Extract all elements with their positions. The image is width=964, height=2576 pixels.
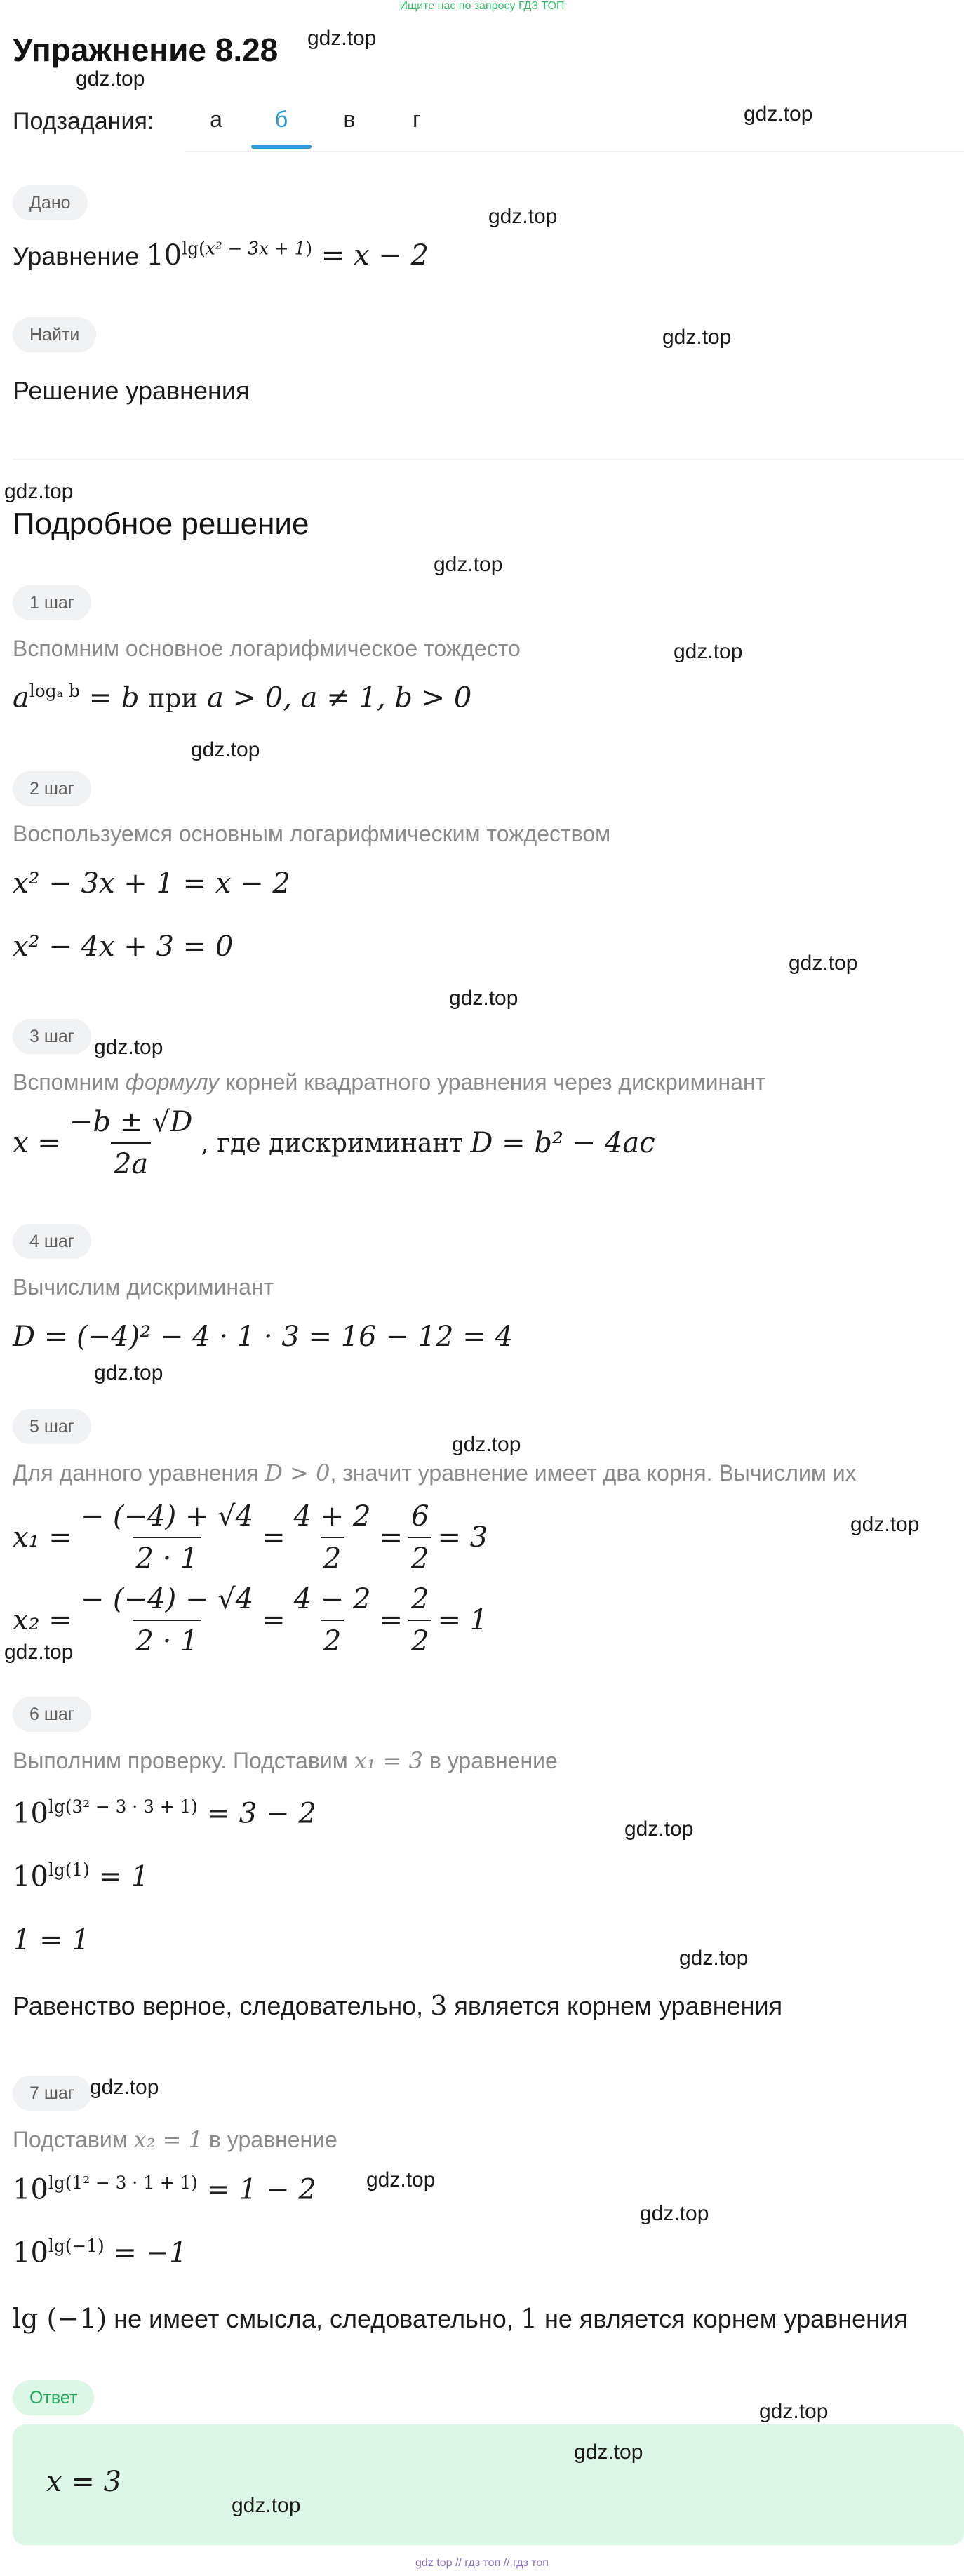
given-prefix: Уравнение: [13, 241, 140, 271]
step-7-conclusion-b: не является корнем уравнения: [544, 2304, 908, 2333]
step-5-x1-frac2: [291, 1500, 374, 1575]
step-3-text: [13, 1069, 765, 1095]
subtasks-label: Подзадания:: [13, 108, 154, 135]
step-6-eq1-rhs: = 3 − 2: [206, 1797, 316, 1830]
watermark: gdz.top: [94, 1361, 163, 1384]
step-5-x2-d2: 2: [321, 1620, 344, 1657]
watermark: gdz.top: [434, 553, 503, 576]
top-note: Ищите нас по запросу ГДЗ ТОП: [399, 0, 565, 12]
step-3-mid: , где дискриминант: [201, 1128, 464, 1158]
step-7-chip: 7 шаг: [13, 2076, 91, 2111]
step-3-den: 2a: [111, 1142, 151, 1180]
watermark: gdz.top: [307, 27, 377, 50]
step-1-rhs: = b: [88, 681, 140, 714]
step-6-eq2-rhs: = 1: [98, 1860, 149, 1893]
step-4-eq: [13, 1321, 513, 1353]
step-5-x2-n2: 4 − 2: [293, 1583, 371, 1615]
watermark: gdz.top: [452, 1433, 521, 1456]
answer-box: [13, 2424, 964, 2545]
step-5-x1-d2: 2: [321, 1537, 344, 1575]
watermark: gdz.top: [449, 987, 518, 1010]
step-7-text-b: в уравнение: [208, 2127, 337, 2152]
step-3-text-b: корней квадратного уравнения через дискриминант: [225, 1069, 766, 1095]
step-5-x1-frac1: [78, 1500, 256, 1575]
step-6-eq2-exp: lg(1): [48, 1860, 90, 1880]
step-3-num: −b ± √D: [69, 1106, 193, 1138]
step-4-eq-text: D = (−4)² − 4 · 1 · 3 = 16 − 12 = 4: [13, 1321, 513, 1353]
step-2-eq2-text: x² − 4x + 3 = 0: [13, 930, 234, 963]
step-5-x2-lhs: x₂ =: [13, 1604, 72, 1636]
step-1-exp: logₐ b: [29, 681, 80, 701]
step-7-text-a: Подставим: [13, 2127, 128, 2152]
watermark: gdz.top: [366, 2168, 436, 2191]
solution-heading: Подробное решение: [13, 507, 309, 541]
step-5-x2-res: = 1: [437, 1604, 488, 1636]
step-6-conclusion-a: Равенство верное, следовательно,: [13, 1991, 424, 2020]
step-1-text: Вспомним основное логарифмическое тождесто: [13, 636, 521, 661]
footer-links[interactable]: gdz top // гдз топ // гдз топ: [415, 2557, 549, 2569]
step-7-conclusion: [13, 2303, 908, 2334]
step-1-cond: a > 0, a ≠ 1, b > 0: [206, 681, 472, 714]
watermark: gdz.top: [191, 738, 260, 761]
step-5-x2-frac2: [291, 1583, 374, 1657]
step-3-text-a: Вспомним: [13, 1069, 120, 1095]
step-1-base: a: [13, 681, 29, 714]
step-2-text: Воспользуемся основным логарифмическим тождеством: [13, 821, 611, 846]
step-6-conclusion-m: 3: [430, 1990, 448, 2021]
watermark: gdz.top: [662, 326, 732, 349]
given-statement: [13, 239, 429, 272]
given-chip: Дано: [13, 185, 88, 220]
step-7-conclusion-m2: 1: [520, 2303, 538, 2334]
watermark: gdz.top: [4, 480, 74, 503]
step-6-text-m: x₁ = 3: [354, 1747, 423, 1774]
step-3-lhs: x =: [13, 1127, 61, 1159]
tab-a[interactable]: а: [210, 107, 222, 132]
active-tab-underline: [251, 145, 312, 149]
step-5-text: [13, 1460, 857, 1486]
step-3-chip: 3 шаг: [13, 1019, 91, 1054]
given-equation: $10^{lg(x^2 - 3x + 1)} = x - 2$: [146, 239, 429, 272]
watermark: gdz.top: [640, 2202, 709, 2225]
tab-b[interactable]: б: [274, 107, 288, 132]
answer-value: [46, 2466, 121, 2498]
step-7-conclusion-a: не имеет смысла, следовательно,: [114, 2304, 514, 2333]
step-3-text-em: формулу: [125, 1069, 220, 1095]
step-7-eq1-exp: lg(1² − 3 · 1 + 1): [48, 2173, 198, 2193]
watermark: gdz.top: [744, 102, 813, 126]
step-1-chip: 1 шаг: [13, 585, 91, 620]
step-6-eq1-base: 10: [13, 1797, 48, 1830]
step-2-eq1: [13, 867, 290, 900]
step-7-text-m: x₂ = 1: [133, 2126, 203, 2153]
step-2-eq1-text: x² − 3x + 1 = x − 2: [13, 867, 290, 900]
step-1-formula: [13, 681, 471, 714]
step-5-x1-d3: 2: [408, 1537, 431, 1575]
step-5-x2-d3: 2: [408, 1620, 431, 1657]
watermark: gdz.top: [488, 205, 558, 228]
step-7-text: [13, 2126, 337, 2153]
given-exp-lg: lg: [182, 239, 199, 259]
step-7-eq2-exp: lg(−1): [48, 2236, 105, 2256]
step-5-x2-n1: − (−4) − √4: [80, 1583, 254, 1615]
step-7-eq2-rhs: = −1: [113, 2236, 187, 2269]
answer-chip: Ответ: [13, 2380, 94, 2415]
step-7-eq1-base: 10: [13, 2173, 48, 2206]
answer-value-text: x = 3: [46, 2466, 121, 2498]
tab-v[interactable]: в: [343, 107, 356, 132]
page-title: Упражнение 8.28: [13, 32, 279, 68]
step-6-chip: 6 шаг: [13, 1697, 91, 1732]
step-7-eq1: [13, 2173, 316, 2205]
step-6-text-b: в уравнение: [429, 1748, 558, 1773]
step-3-disc: D = b² − 4ac: [470, 1127, 655, 1159]
watermark: gdz.top: [679, 1947, 749, 1970]
step-6-eq1: [13, 1796, 316, 1829]
step-7-eq1-rhs: = 1 − 2: [206, 2173, 316, 2206]
watermark: gdz.top: [759, 2400, 829, 2423]
step-5-x2: x₂ = $\frac{- (-4) - √4}{2 \cdot 1}$ = $\frac{4 - 2}{2}$ = $\frac{2}{2}$ = 1: [13, 1583, 488, 1657]
step-5-x1-frac3: [408, 1500, 431, 1575]
step-6-text: [13, 1747, 558, 1774]
step-5-x1-n2: 4 + 2: [293, 1500, 371, 1533]
step-2-eq2: [13, 930, 233, 963]
section-divider: [13, 459, 964, 460]
watermark: gdz.top: [232, 2494, 301, 2517]
step-3-formula: [13, 1106, 655, 1180]
step-6-eq2-base: 10: [13, 1860, 48, 1893]
watermark: gdz.top: [4, 1641, 74, 1664]
step-5-text-b: , значит уравнение имеет два корня. Вычислим их: [330, 1460, 857, 1486]
step-5-x2-frac1: [78, 1583, 256, 1657]
watermark: gdz.top: [90, 2076, 159, 2099]
step-4-chip: 4 шаг: [13, 1224, 91, 1259]
step-7-conclusion-m1: lg (−1): [13, 2303, 107, 2334]
step-6-eq1-exp: lg(3² − 3 · 3 + 1): [48, 1796, 198, 1817]
step-6-eq3-text: 1 = 1: [13, 1924, 90, 1956]
step-5-x1-n3: 6: [411, 1500, 429, 1533]
step-6-text-a: Выполним проверку. Подставим: [13, 1748, 348, 1773]
subtask-tabs: [186, 97, 964, 152]
watermark: gdz.top: [94, 1036, 163, 1059]
step-3-fraction: [67, 1106, 196, 1180]
step-6-eq3: [13, 1924, 90, 1956]
watermark: gdz.top: [850, 1513, 920, 1536]
watermark: gdz.top: [574, 2441, 643, 2464]
step-4-text: Вычислим дискриминант: [13, 1274, 274, 1300]
tab-g[interactable]: г: [413, 107, 421, 132]
step-6-conclusion: [13, 1990, 782, 2021]
step-6-eq2: [13, 1860, 149, 1893]
find-text: Решение уравнения: [13, 376, 250, 405]
given-exp-inner: x² − 3x + 1: [205, 239, 306, 259]
step-2-chip: 2 шаг: [13, 771, 91, 806]
step-5-x1: x₁ = $\frac{- (-4) + √4}{2 \cdot 1}$ = $\frac{4 + 2}{2}$ = $\frac{6}{2}$ = 3: [13, 1500, 488, 1575]
step-5-x2-d1: 2 · 1: [133, 1620, 201, 1657]
step-5-x1-n1: − (−4) + √4: [80, 1500, 254, 1533]
step-7-eq2: [13, 2236, 187, 2269]
watermark: gdz.top: [789, 952, 858, 975]
step-5-x1-d1: 2 · 1: [133, 1537, 201, 1575]
watermark: gdz.top: [624, 1817, 694, 1841]
step-5-x1-lhs: x₁ =: [13, 1521, 72, 1554]
watermark: gdz.top: [674, 640, 743, 663]
step-5-x1-res: = 3: [437, 1521, 488, 1554]
watermark: gdz.top: [76, 67, 145, 91]
step-5-chip: 5 шаг: [13, 1409, 91, 1444]
given-rhs: = x − 2: [321, 239, 429, 272]
find-chip: Найти: [13, 317, 96, 352]
step-6-conclusion-b: является корнем уравнения: [454, 1991, 783, 2020]
step-7-eq2-base: 10: [13, 2236, 48, 2269]
step-5-x2-n3: 2: [411, 1583, 429, 1615]
step-5-text-a: Для данного уравнения: [13, 1460, 259, 1486]
step-1-mid: при: [148, 684, 199, 714]
step-5-text-m: D > 0: [265, 1460, 330, 1486]
step-5-x2-frac3: [408, 1583, 431, 1657]
given-base: 10: [146, 239, 182, 272]
